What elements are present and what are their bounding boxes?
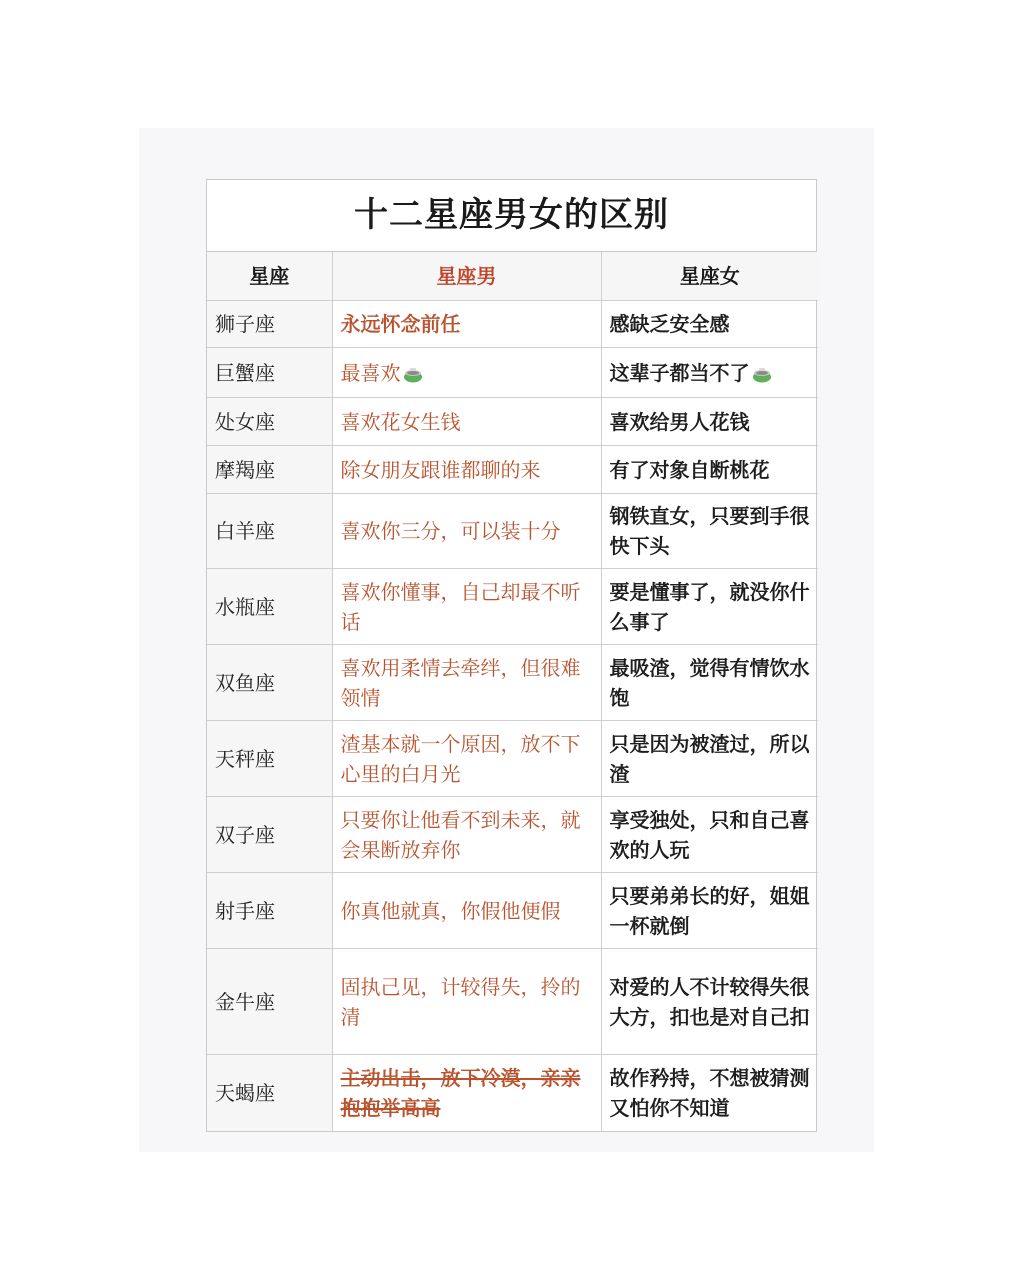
header-sign: 星座: [207, 252, 332, 301]
male-cell-text: 主动出击，放下冷漠，亲亲抱抱举高高: [340, 1065, 581, 1120]
female-cell: 只是因为被渣过，所以渣: [601, 721, 818, 797]
table-row: [207, 348, 818, 398]
male-cell: [332, 1055, 601, 1131]
male-cell: 只要你让他看不到未来，就会果断放弃你: [332, 797, 601, 873]
female-cell: 故作矜持，不想被猜测又怕你不知道: [601, 1055, 818, 1131]
male-cell: [332, 348, 601, 398]
tea-pot-icon: [752, 365, 772, 383]
male-cell-text: 最喜欢: [340, 360, 401, 385]
sign-cell: 巨蟹座: [207, 348, 332, 398]
sign-cell: 双子座: [207, 797, 332, 873]
table-row: [207, 301, 818, 348]
header-female: 星座女: [601, 252, 818, 301]
sign-cell: 处女座: [207, 398, 332, 446]
table-row: [207, 949, 818, 1055]
female-cell: 最吸渣，觉得有情饮水饱: [601, 645, 818, 721]
sign-cell: 白羊座: [207, 494, 332, 569]
sign-cell: 摩羯座: [207, 446, 332, 494]
tea-pot-icon: [403, 365, 423, 383]
sign-cell: 天蝎座: [207, 1055, 332, 1131]
male-cell: 你真他就真，你假他便假: [332, 873, 601, 949]
comparison-sheet: [206, 179, 817, 1132]
sign-cell: 双鱼座: [207, 645, 332, 721]
sign-cell: 狮子座: [207, 301, 332, 348]
table-row: [207, 494, 818, 569]
table-row: [207, 446, 818, 494]
header-male: 星座男: [332, 252, 601, 301]
male-cell: 喜欢你懂事，自己却最不听话: [332, 569, 601, 645]
table-row: [207, 797, 818, 873]
male-cell: 喜欢你三分，可以装十分: [332, 494, 601, 569]
male-cell: 喜欢用柔情去牵绊，但很难领情: [332, 645, 601, 721]
male-cell: 除女朋友跟谁都聊的来: [332, 446, 601, 494]
table-row: [207, 873, 818, 949]
male-cell: 渣基本就一个原因，放不下心里的白月光: [332, 721, 601, 797]
page-title: 十二星座男女的区别: [207, 180, 816, 252]
female-cell-text: 这辈子都当不了: [609, 360, 750, 385]
table-row: [207, 1055, 818, 1131]
female-cell: 对爱的人不计较得失很大方，扣也是对自己扣: [601, 949, 818, 1055]
table-row: [207, 398, 818, 446]
female-cell: 感缺乏安全感: [601, 301, 818, 348]
female-cell: 有了对象自断桃花: [601, 446, 818, 494]
table-header-row: [207, 252, 818, 301]
table-row: [207, 569, 818, 645]
sign-cell: 天秤座: [207, 721, 332, 797]
zodiac-table: [207, 252, 818, 1131]
female-cell: 要是懂事了，就没你什么事了: [601, 569, 818, 645]
female-cell: 只要弟弟长的好，姐姐一杯就倒: [601, 873, 818, 949]
male-cell: 固执己见，计较得失，拎的清: [332, 949, 601, 1055]
male-cell: 永远怀念前任: [332, 301, 601, 348]
female-cell: 享受独处，只和自己喜欢的人玩: [601, 797, 818, 873]
male-cell: 喜欢花女生钱: [332, 398, 601, 446]
table-row: [207, 645, 818, 721]
female-cell: [601, 348, 818, 398]
sign-cell: 水瓶座: [207, 569, 332, 645]
table-row: [207, 721, 818, 797]
sign-cell: 金牛座: [207, 949, 332, 1055]
sign-cell: 射手座: [207, 873, 332, 949]
female-cell: 钢铁直女，只要到手很快下头: [601, 494, 818, 569]
female-cell: 喜欢给男人花钱: [601, 398, 818, 446]
